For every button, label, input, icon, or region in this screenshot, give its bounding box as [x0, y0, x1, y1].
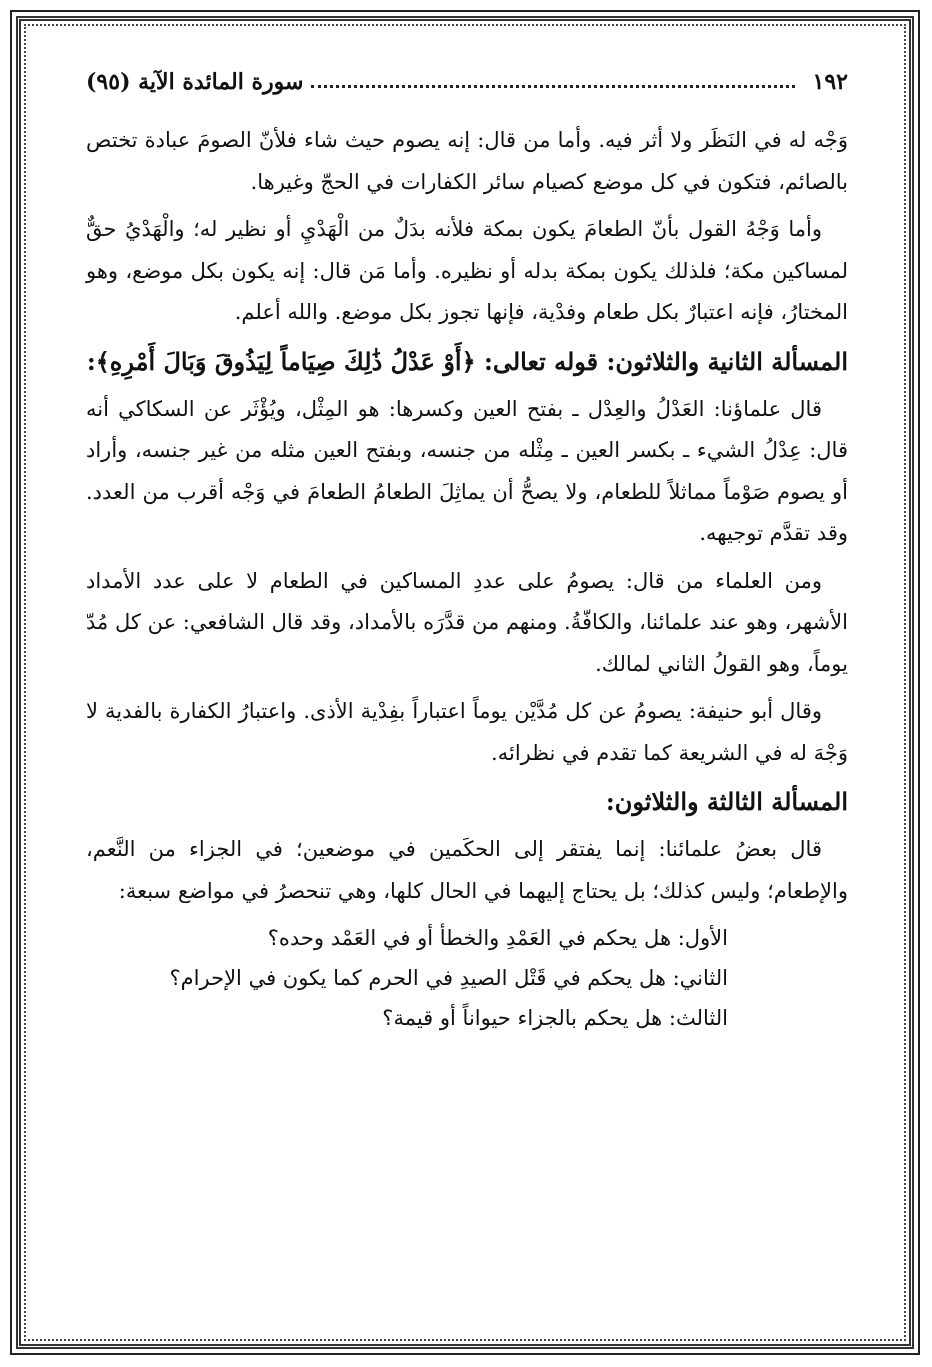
page-content — [86, 60, 848, 1038]
page-number: ١٩٢ — [812, 69, 848, 95]
list-item: الأول: هل يحكم في العَمْدِ والخطأ أو في العَمْد وحده؟ — [267, 926, 728, 950]
page-header — [86, 60, 848, 104]
paragraph: وأما وَجْهُ القول بأنّ الطعامَ يكون بمكة فلأنه بدَلٌ من الْهَدْيِ أو نظير له؛ والْهَدْيُ حقٌّ لمساكين مكة؛ فلذلك يكون بمكة بدله أو نظيره. وأما مَن قال: إنه يكون بكل موضع، وهو المختارُ، فإنه اعتبارٌ بكل طعام وفدْية، فإنها تجوز بكل موضع. والله أعلم. — [86, 217, 848, 324]
list-item: الثالث: هل يحكم بالجزاء حيواناً أو قيمة؟ — [382, 1006, 728, 1030]
paragraph: قال بعضُ علمائنا: إنما يفتقر إلى الحكَمين في موضعين؛ في الجزاء من النَّعم، والإطعام؛ وليس كذلك؛ بل يحتاج إليهما في الحال كلها، وهي تنحصرُ في مواضع سبعة: — [86, 837, 848, 903]
paragraph: قال علماؤنا: العَدْلُ والعِدْل ـ بفتح العين وكسرها: هو المِثْل، ويُؤْثَر عن السكاكي أنه قال: عِدْلُ الشيء ـ بكسر العين ـ مِثْله من جنسه، وبفتح العين مثله من غير جنسه، وأراد أو يصوم صَوْماً مماثلاً للطعام، ولا يصحُّ أن يماثِلَ الطعامُ الطعامَ في وَجْه أقرب من العدد. وقد تقدَّم توجيهه. — [86, 396, 848, 545]
section-heading: المسألة الثالثة والثلاثون: — [605, 787, 848, 816]
paragraph: وقال أبو حنيفة: يصومُ عن كل مُدَّيْن يوماً اعتباراً بفِدْية الأذى. واعتبارُ الكفارة بالفدية لا وَجْهَ له في الشريعة كما تقدم في نظرائه. — [86, 699, 848, 765]
section-heading: المسألة الثانية والثلاثون: قوله تعالى: ﴿أَوْ عَدْلُ ذَٰلِكَ صِيَاماً لِيَذُوقَ وَبَالَ أَمْرِهِ﴾: — [86, 346, 848, 376]
list-item: الثاني: هل يحكم في قَتْل الصيدِ في الحرم كما يكون في الإحرام؟ — [169, 966, 728, 990]
running-title: سورة المائدة الآية (٩٥) — [86, 69, 304, 95]
paragraph: وَجْه له في النَظَر ولا أثر فيه. وأما من قال: إنه يصوم حيث شاء فلأنّ الصومَ عبادة تختص بالصائم، فتكون في كل موضع كصيام سائر الكفارات في الحجّ وغيرها. — [86, 128, 848, 194]
paragraph: ومن العلماء من قال: يصومُ على عددِ المساكين في الطعام لا على عدد الأمداد الأشهر، وهو عند علمائنا، والكافّةُ. ومنهم من قدَّرَه بالأمداد، وقد قال الشافعي: عن كل مُدّ يوماً، وهو القولُ الثاني لمالك. — [86, 568, 848, 676]
header-dotted-leader — [311, 85, 794, 88]
